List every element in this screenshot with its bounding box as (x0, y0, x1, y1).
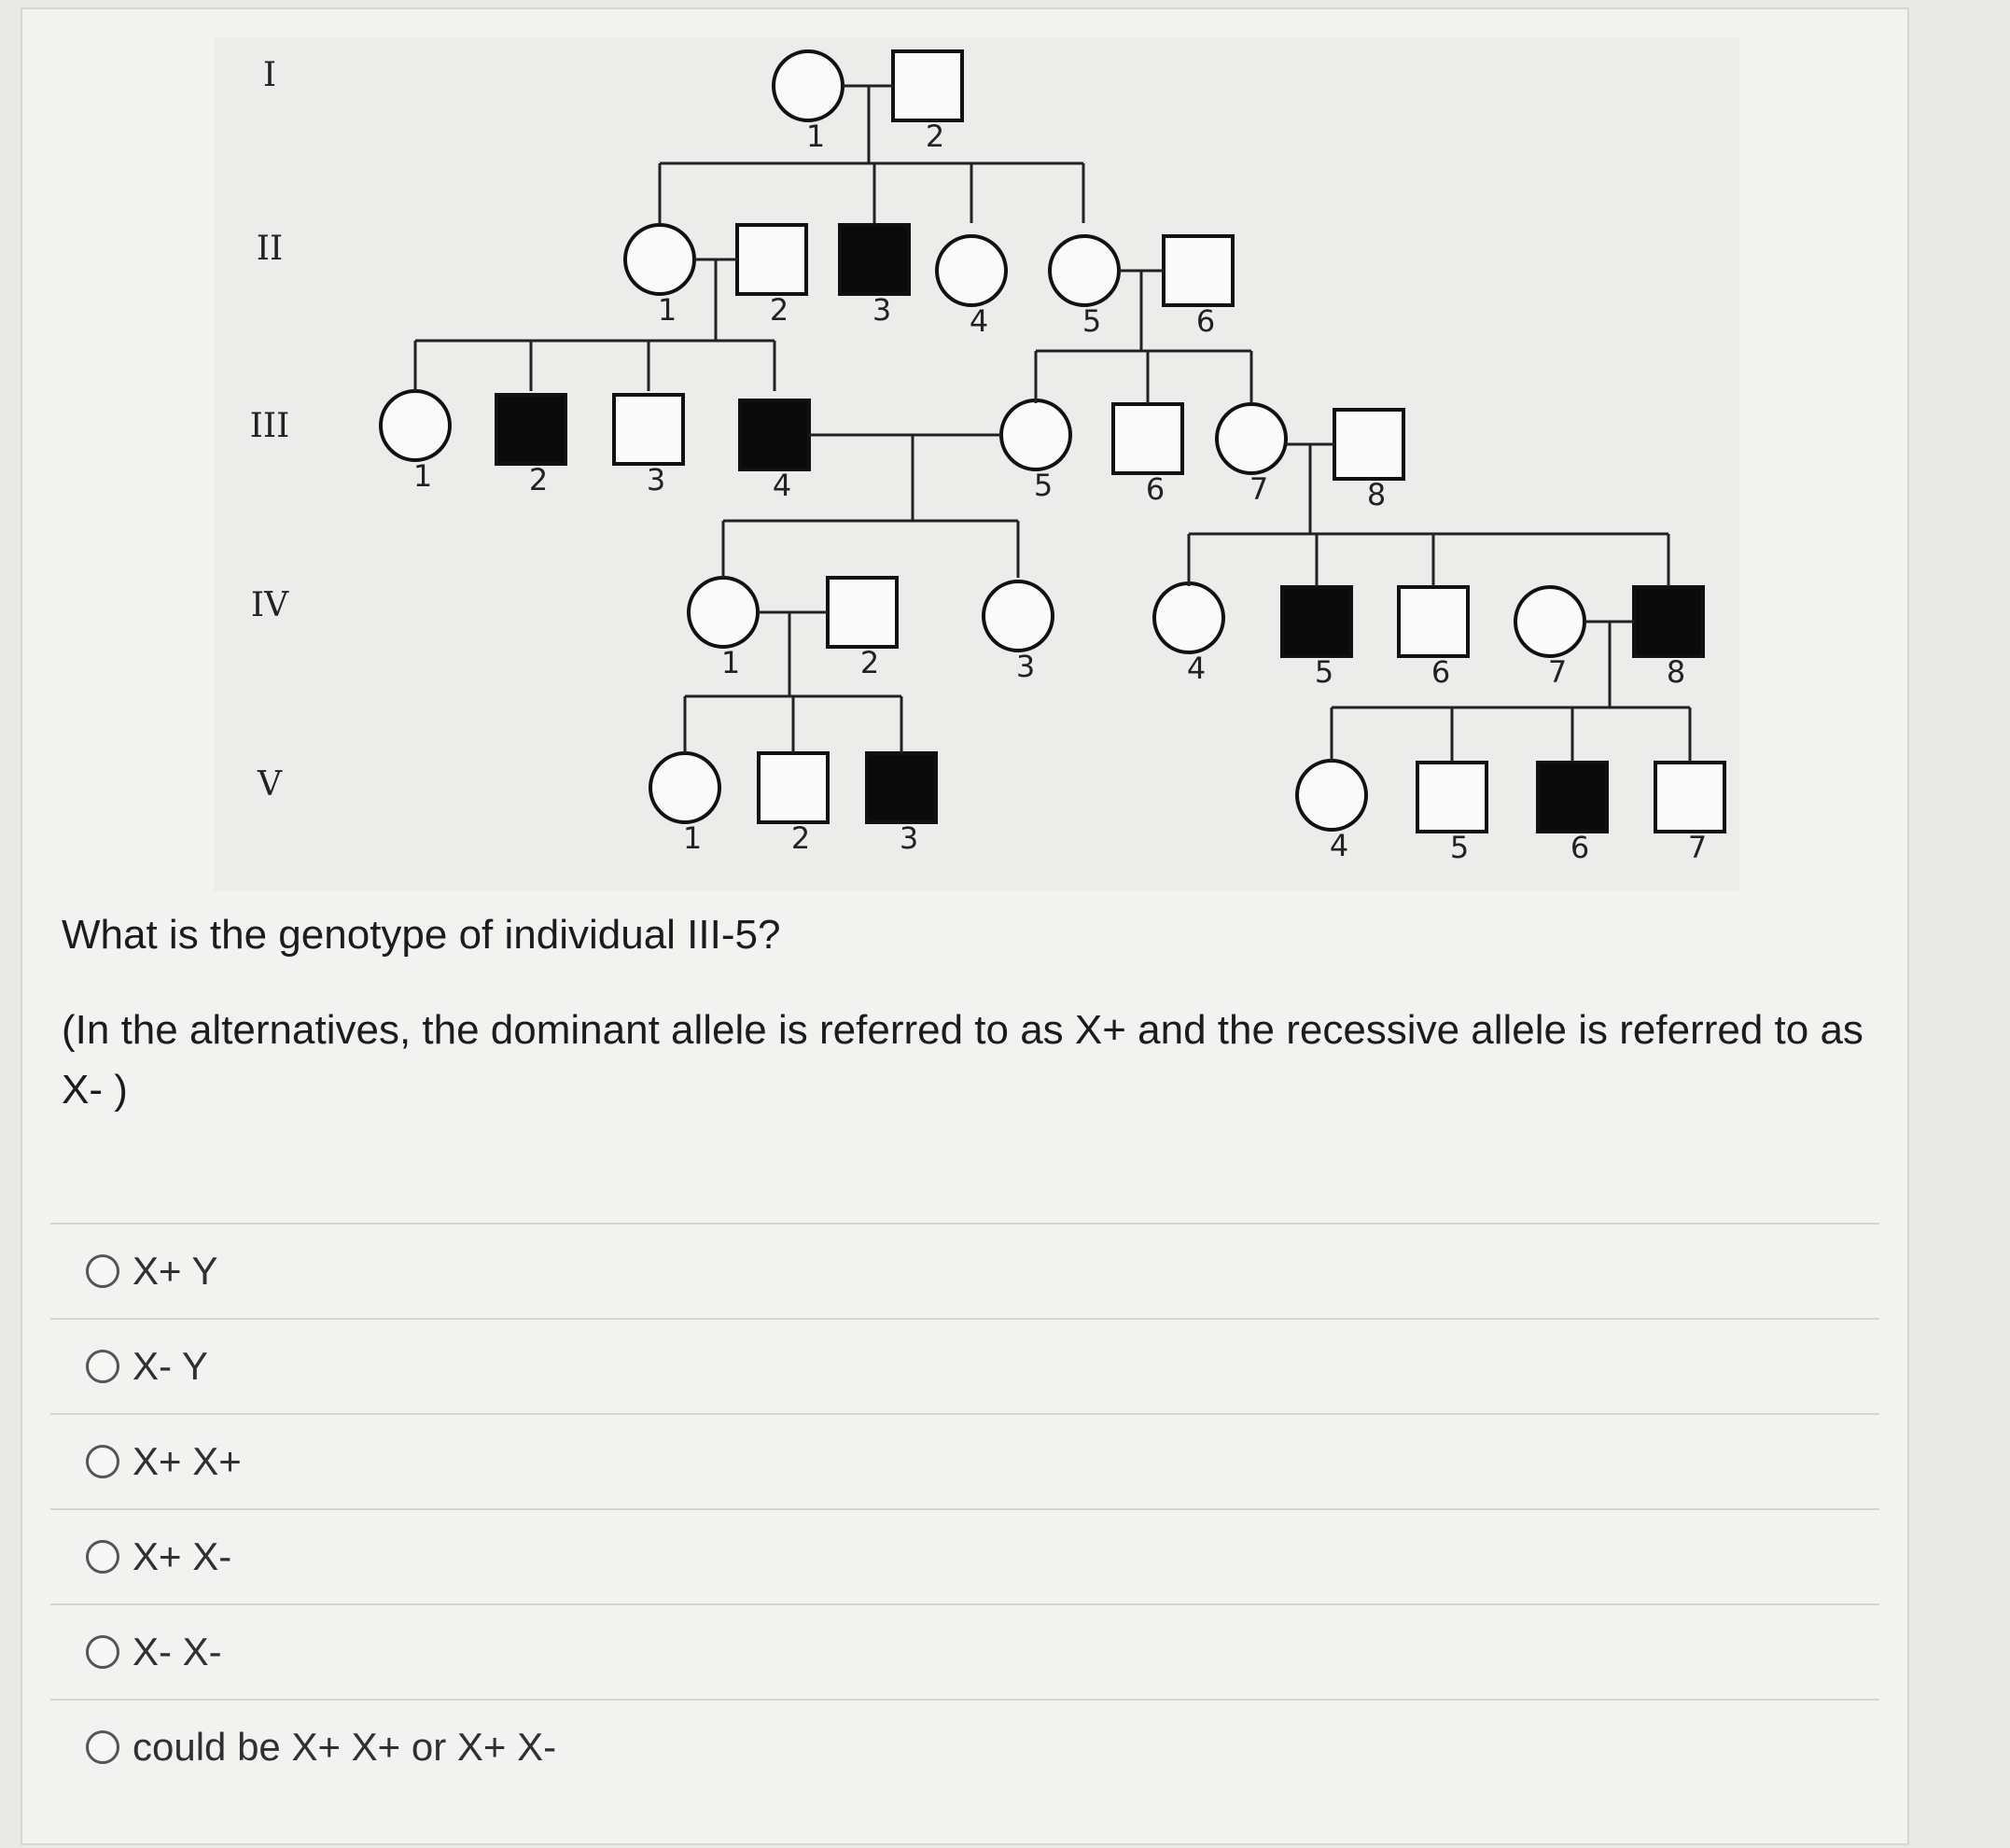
generation-label-V: V (258, 765, 282, 804)
individual-number-V-2: 2 (790, 820, 811, 856)
answer-options (50, 1223, 1879, 1794)
individual-number-IV-7: 7 (1547, 654, 1568, 690)
female-II-4 (937, 236, 1006, 305)
individual-number-III-2: 2 (528, 462, 549, 497)
female-III-5 (1001, 400, 1070, 469)
individual-number-III-7: 7 (1249, 471, 1269, 507)
radio-button[interactable] (86, 1540, 119, 1574)
female-V-1 (650, 753, 719, 822)
individual-number-IV-6: 6 (1431, 654, 1451, 690)
individual-number-I-2: 2 (925, 119, 945, 154)
generation-label-II: II (256, 230, 284, 268)
radio-button[interactable] (86, 1635, 119, 1669)
option-x-minus-y[interactable] (50, 1320, 1879, 1413)
radio-button[interactable] (86, 1730, 119, 1764)
radio-button[interactable] (86, 1445, 119, 1478)
generation-label-I: I (262, 56, 277, 94)
individual-number-II-1: 1 (657, 292, 677, 328)
female-IV-3 (984, 581, 1053, 651)
individual-number-II-2: 2 (769, 292, 789, 328)
male-III-2 (496, 395, 565, 464)
pedigree-svg (214, 37, 1739, 891)
individual-number-III-6: 6 (1145, 471, 1166, 507)
female-IV-1 (689, 578, 758, 647)
individual-number-IV-4: 4 (1186, 651, 1207, 686)
option-label: could be X+ X+ or X+ X- (133, 1725, 557, 1769)
individual-number-IV-3: 3 (1015, 649, 1036, 684)
individual-number-III-1: 1 (412, 458, 433, 494)
individual-number-IV-1: 1 (720, 645, 741, 680)
individual-number-IV-2: 2 (859, 645, 880, 680)
female-II-1 (625, 225, 694, 294)
individual-number-V-7: 7 (1687, 830, 1708, 865)
radio-button[interactable] (86, 1254, 119, 1288)
individual-number-V-1: 1 (682, 820, 703, 856)
individual-number-V-4: 4 (1329, 828, 1349, 863)
individual-number-II-6: 6 (1195, 303, 1216, 339)
female-IV-7 (1515, 587, 1584, 656)
male-IV-2 (828, 578, 897, 647)
male-III-4 (740, 400, 809, 469)
individual-number-V-5: 5 (1449, 830, 1470, 865)
male-V-6 (1538, 763, 1607, 832)
question-block (62, 905, 1891, 1120)
individual-number-II-3: 3 (872, 292, 892, 328)
male-IV-5 (1282, 587, 1351, 656)
female-III-7 (1217, 404, 1286, 473)
option-label: X- X- (133, 1630, 222, 1673)
female-II-5 (1050, 236, 1119, 305)
option-label: X+ X- (133, 1534, 232, 1578)
option-label: X- Y (133, 1344, 208, 1388)
male-II-2 (737, 225, 806, 294)
male-IV-8 (1634, 587, 1703, 656)
male-I-2 (893, 51, 962, 120)
pedigree-chart (214, 37, 1739, 891)
female-V-4 (1297, 761, 1366, 830)
individual-number-II-4: 4 (969, 303, 989, 339)
male-III-3 (614, 395, 683, 464)
option-label: X+ X+ (133, 1439, 242, 1483)
male-III-6 (1113, 404, 1182, 473)
individual-number-IV-8: 8 (1666, 654, 1686, 690)
individual-number-III-4: 4 (772, 468, 792, 503)
option-x-plus-x-plus[interactable] (50, 1415, 1879, 1508)
option-x-plus-y[interactable] (50, 1225, 1879, 1318)
individual-number-IV-5: 5 (1314, 654, 1334, 690)
male-V-3 (867, 753, 936, 822)
generation-label-IV: IV (250, 586, 289, 624)
question-text: What is the genotype of individual III-5? (62, 912, 781, 958)
female-I-1 (774, 51, 843, 120)
individual-number-III-8: 8 (1366, 477, 1387, 512)
male-II-3 (840, 225, 909, 294)
male-V-5 (1417, 763, 1487, 832)
individual-number-V-3: 3 (899, 820, 919, 856)
male-III-8 (1334, 410, 1403, 479)
option-x-minus-x-minus[interactable] (50, 1605, 1879, 1699)
question-panel (21, 7, 1909, 1845)
individual-number-III-3: 3 (646, 462, 666, 497)
option-x-plus-x-minus[interactable] (50, 1510, 1879, 1603)
male-V-2 (759, 753, 828, 822)
female-IV-4 (1154, 583, 1223, 652)
question-note: (In the alternatives, the dominant allele is referred to as X+ and the recessive allele is referred to as X- ) (62, 1007, 1863, 1113)
male-II-6 (1164, 236, 1233, 305)
female-III-1 (381, 391, 450, 460)
individual-number-II-5: 5 (1082, 303, 1102, 339)
individual-number-V-6: 6 (1570, 830, 1590, 865)
individual-number-III-5: 5 (1033, 468, 1054, 503)
male-IV-6 (1399, 587, 1468, 656)
option-could-be-either[interactable] (50, 1701, 1879, 1794)
generation-label-III: III (249, 407, 290, 445)
male-V-7 (1655, 763, 1724, 832)
radio-button[interactable] (86, 1350, 119, 1383)
option-label: X+ Y (133, 1249, 218, 1293)
individual-number-I-1: 1 (805, 119, 826, 154)
